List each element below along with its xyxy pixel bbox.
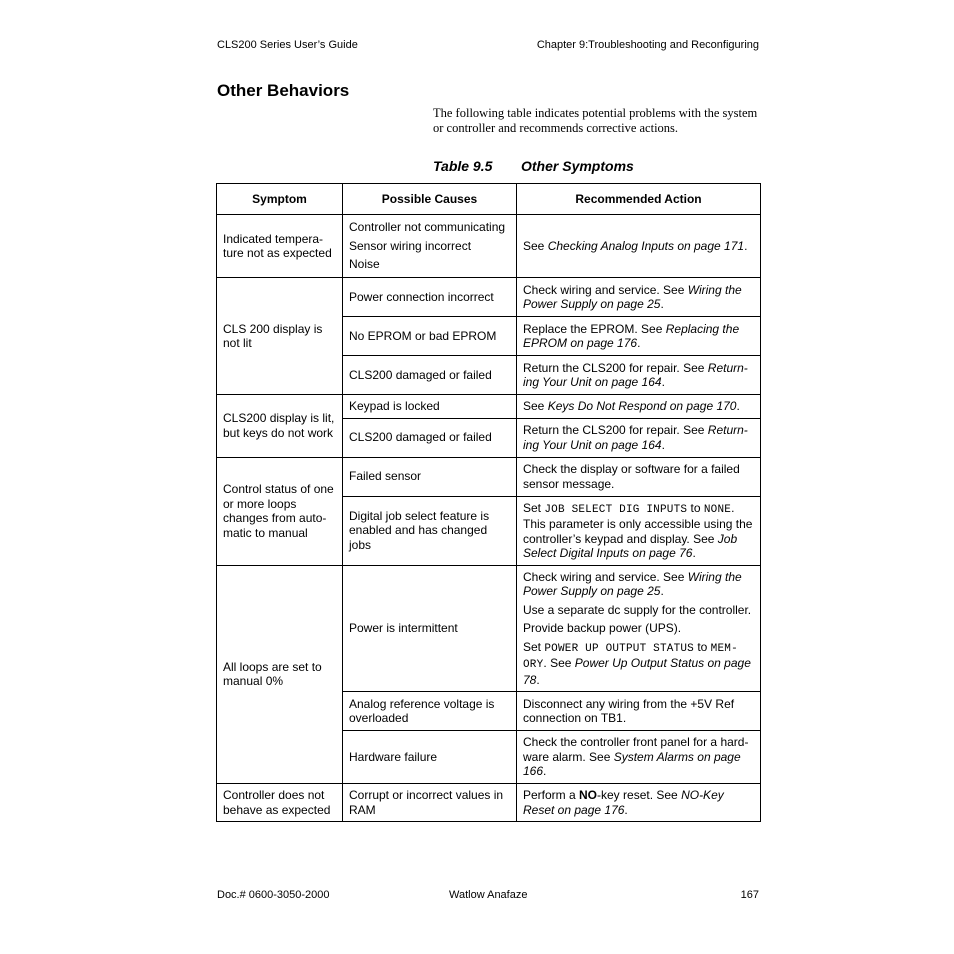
cross-reference: NO-Key Reset on page 176 [523, 788, 724, 817]
table-row [217, 784, 761, 822]
cause-cell: Keypad is locked [343, 395, 517, 419]
cause-cell: No EPROM or bad EPROM [343, 317, 517, 356]
symptom-cell: CLS200 display is lit, but keys do not work [217, 395, 343, 458]
cause-cell: Power is intermittent [343, 565, 517, 692]
action-cell: See Checking Analog Inputs on page 171. [517, 215, 761, 278]
cross-reference: Return-ing Your Unit on page 164 [523, 360, 748, 389]
footer-publisher: Watlow Anafaze [449, 889, 528, 901]
cross-reference: Keys Do Not Respond on page 170 [547, 399, 737, 413]
cause-cell: CLS200 damaged or failed [343, 356, 517, 395]
action-cell: Return the CLS200 for repair. See Return-ing Your Unit on page 164. [517, 418, 761, 457]
table-row [217, 278, 761, 317]
cross-reference: Replacing the EPROM on page 176 [523, 321, 740, 350]
cause-cell: Analog reference voltage is overloaded [343, 692, 517, 731]
parameter-value: NONE [703, 503, 732, 516]
cause-line: Noise [349, 257, 380, 272]
cause-cell: Digital job select feature is enabled and has changed jobs [343, 496, 517, 565]
action-cell: Disconnect any wiring from the +5V Ref connection on TB1. [517, 692, 761, 731]
symptoms-table [216, 183, 761, 822]
symptom-cell: Controller does not behave as expected [217, 784, 343, 822]
table-row [217, 395, 761, 419]
cross-reference: System Alarms on page 166 [523, 749, 741, 779]
cause-cell: Corrupt or incorrect values in RAM [343, 784, 517, 822]
header-recommended-action: Recommended Action [517, 184, 761, 215]
action-cell: Return the CLS200 for repair. See Return-ing Your Unit on page 164. [517, 356, 761, 395]
page-number: 167 [740, 889, 759, 901]
cross-reference: Checking Analog Inputs on page 171 [547, 238, 745, 253]
cross-reference: Wiring the Power Supply on page 25 [523, 569, 742, 598]
table-caption [433, 158, 634, 174]
cross-reference: Wiring the Power Supply on page 25 [523, 282, 742, 311]
cause-cell: Hardware failure [343, 731, 517, 784]
action-cell: See Keys Do Not Respond on page 170. [517, 395, 761, 419]
cause-cell: CLS200 damaged or failed [343, 418, 517, 457]
cause-line: Controller not communicating [349, 220, 506, 235]
cross-reference: Return-ing Your Unit on page 164 [523, 423, 748, 452]
running-header-title: CLS200 Series User’s Guide [217, 39, 358, 51]
action-cell: Replace the EPROM. See Replacing the EPROM on page 176. [517, 317, 761, 356]
cause-cell: Power connection incorrect [343, 278, 517, 317]
table-row [217, 457, 761, 496]
footer-doc-number: Doc.# 0600-3050-2000 [217, 889, 330, 901]
cross-reference: Power Up Output Status on page 78 [523, 656, 751, 687]
action-line: Provide backup power (UPS). [523, 621, 682, 635]
cause-cell: Failed sensor [343, 457, 517, 496]
intro-paragraph: The following table indicates potential problems with the system or controller and recommends corrective actions. [433, 106, 758, 135]
parameter-value: MEM-ORY [523, 642, 738, 671]
symptom-cell: Control status of one or more loops changes from auto-matic to manual [217, 457, 343, 565]
parameter-name: POWER UP OUTPUT STATUS [544, 642, 694, 655]
table-number: Table 9.5 [433, 158, 493, 174]
action-cell: Set JOB SELECT DIG INPUTS to NONE. This parameter is only accessible using the controller’s keypad and display. See Job Select Digital Inputs on page 76. [517, 496, 761, 565]
symptom-cell: CLS 200 display is not lit [217, 278, 343, 395]
action-line: Use a separate dc supply for the controller. [523, 602, 752, 617]
parameter-name: JOB SELECT DIG INPUTS [544, 503, 688, 516]
table-row [217, 565, 761, 692]
action-cell: Check wiring and service. See Wiring the Power Supply on page 25. Use a separate dc supply for the controller. Provide backup power (UPS). Set POWER UP OUTPUT STATUS to MEM-ORY. See Power Up Output Status on page 78. [517, 565, 761, 692]
table-title: Other Symptoms [521, 158, 634, 174]
key-name: NO [579, 788, 598, 802]
action-cell: Check the controller front panel for a hard-ware alarm. See System Alarms on page 166. [517, 731, 761, 784]
cause-line: Sensor wiring incorrect [349, 238, 472, 253]
table-row [217, 215, 761, 278]
symptom-cell: Indicated tempera-ture not as expected [217, 215, 343, 278]
running-header-chapter: Chapter 9:Troubleshooting and Reconfiguring [536, 39, 759, 51]
action-cell: Check the display or software for a failed sensor message. [517, 457, 761, 496]
cause-cell [343, 215, 517, 278]
section-title: Other Behaviors [217, 81, 350, 100]
table-header-row [217, 184, 761, 215]
header-possible-causes: Possible Causes [343, 184, 517, 215]
action-cell: Perform a NO-key reset. See NO-Key Reset on page 176. [517, 784, 761, 822]
symptom-cell: All loops are set to manual 0% [217, 565, 343, 784]
header-symptom: Symptom [217, 184, 343, 215]
cross-reference: Job Select Digital Inputs on page 76 [523, 531, 738, 560]
action-cell: Check wiring and service. See Wiring the Power Supply on page 25. [517, 278, 761, 317]
